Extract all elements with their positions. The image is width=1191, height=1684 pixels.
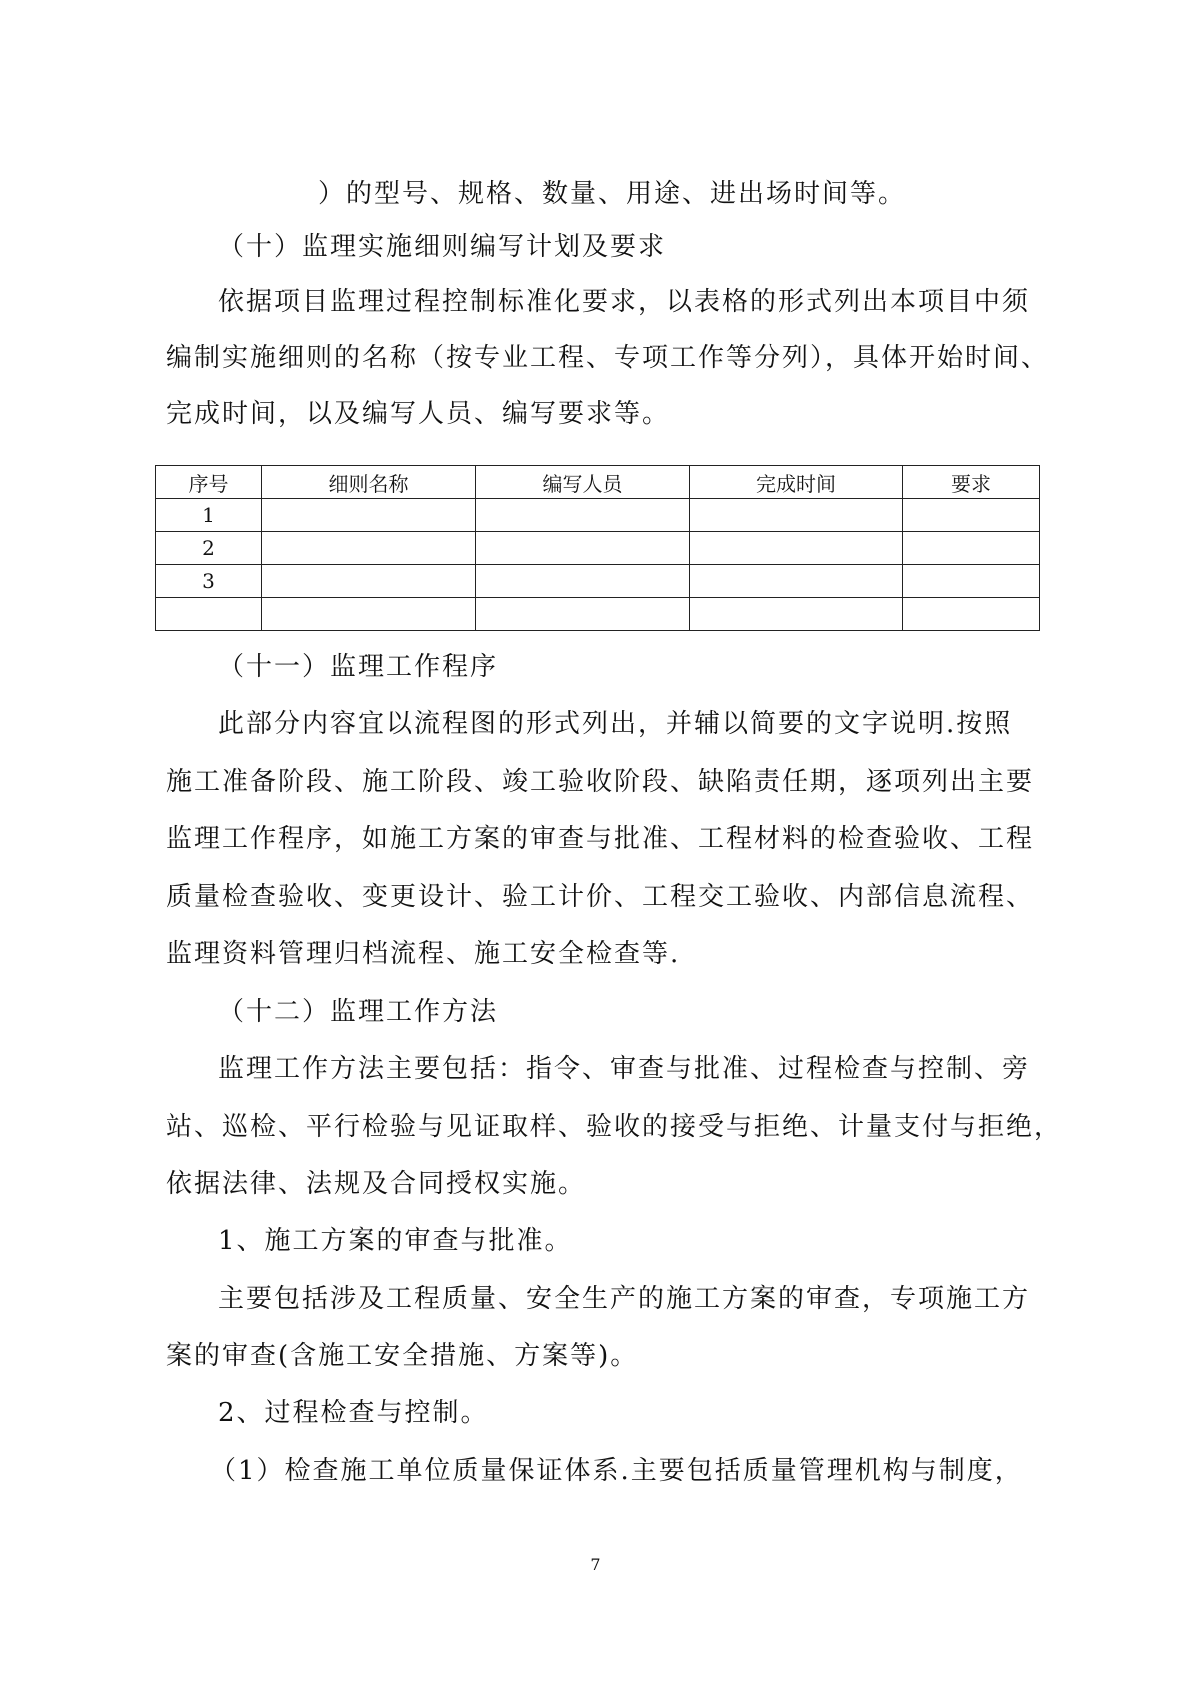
table-cell <box>690 499 903 532</box>
header-finish-time: 完成时间 <box>690 466 903 499</box>
section-heading-10: （十）监理实施细则编写计划及要求 <box>218 232 667 262</box>
paragraph-line: 此部分内容宜以流程图的形式列出，并辅以简要的文字说明.按照 <box>218 709 1013 739</box>
header-requirement: 要求 <box>903 466 1040 499</box>
section-heading-11: （十一）监理工作程序 <box>218 652 499 682</box>
section-heading-12: （十二）监理工作方法 <box>218 997 499 1027</box>
paragraph-line: 完成时间，以及编写人员、编写要求等。 <box>166 399 671 429</box>
table-cell <box>476 565 690 598</box>
paragraph-line: 施工准备阶段、施工阶段、竣工验收阶段、缺陷责任期，逐项列出主要 <box>166 767 1035 797</box>
table-row <box>156 598 1040 631</box>
header-author: 编写人员 <box>476 466 690 499</box>
paragraph-line: 站、巡检、平行检验与见证取样、验收的接受与拒绝、计量支付与拒绝， <box>166 1112 1063 1142</box>
header-seq: 序号 <box>156 466 262 499</box>
list-item-1: 1、施工方案的审查与批准。 <box>218 1226 573 1256</box>
table-cell <box>262 499 476 532</box>
table-row <box>156 532 1040 565</box>
table-cell <box>156 598 262 631</box>
list-item-2: 2、过程检查与控制。 <box>218 1398 489 1428</box>
paragraph-line: 监理工作方法主要包括：指令、审查与批准、过程检查与控制、旁 <box>218 1054 1031 1084</box>
table-header-row <box>156 466 1040 499</box>
paragraph-line: 案的审查(含施工安全措施、方案等)。 <box>166 1341 639 1371</box>
table-cell: 3 <box>156 565 262 598</box>
table-cell <box>476 598 690 631</box>
table-cell <box>903 598 1040 631</box>
table-cell <box>690 532 903 565</box>
paragraph-line: 依据项目监理过程控制标准化要求，以表格的形式列出本项目中须 <box>218 287 1031 317</box>
paragraph-line: 质量检查验收、变更设计、验工计价、工程交工验收、内部信息流程、 <box>166 882 1035 912</box>
table-cell <box>903 532 1040 565</box>
paragraph-line: 主要包括涉及工程质量、安全生产的施工方案的审查，专项施工方 <box>218 1284 1031 1314</box>
paragraph-line: 监理资料管理归档流程、施工安全检查等. <box>166 939 681 969</box>
table-cell <box>690 598 903 631</box>
table-cell <box>476 499 690 532</box>
table-cell: 1 <box>156 499 262 532</box>
table-row <box>156 565 1040 598</box>
plan-table <box>155 465 1040 631</box>
paragraph-line: 监理工作程序，如施工方案的审查与批准、工程材料的检查验收、工程 <box>166 824 1035 854</box>
page-number: 7 <box>590 1555 601 1574</box>
table-cell <box>262 532 476 565</box>
table-cell <box>262 598 476 631</box>
table-cell <box>476 532 690 565</box>
table-cell <box>903 565 1040 598</box>
header-rule-name: 细则名称 <box>262 466 476 499</box>
table-cell <box>903 499 1040 532</box>
table-cell <box>690 565 903 598</box>
paragraph-continuation: ）的型号、规格、数量、用途、进出场时间等。 <box>318 179 907 209</box>
paragraph-line: （1）检查施工单位质量保证体系.主要包括质量管理机构与制度， <box>210 1456 1023 1486</box>
paragraph-line: 依据法律、法规及合同授权实施。 <box>166 1169 587 1199</box>
table-cell <box>262 565 476 598</box>
table-cell: 2 <box>156 532 262 565</box>
paragraph-line: 编制实施细则的名称（按专业工程、专项工作等分列），具体开始时间、 <box>166 343 1050 373</box>
table-row <box>156 499 1040 532</box>
